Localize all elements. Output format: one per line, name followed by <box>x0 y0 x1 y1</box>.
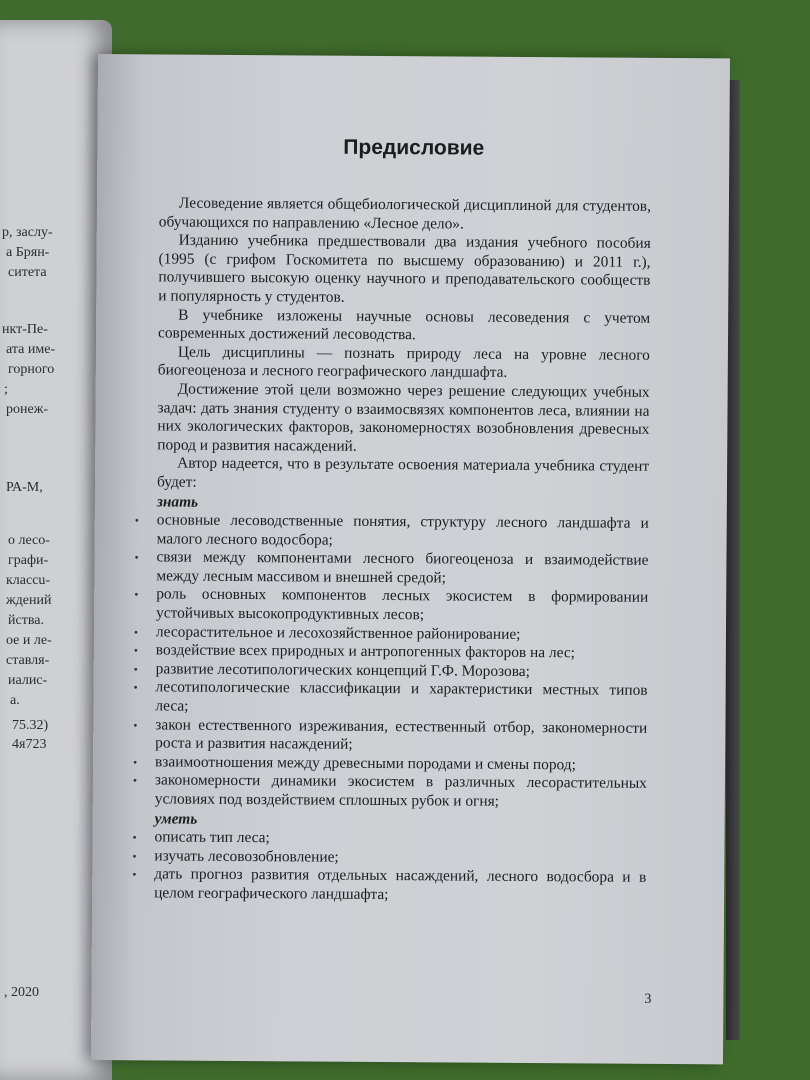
bullet-icon: • <box>132 830 137 845</box>
bullet-icon: • <box>132 867 137 882</box>
bullet-icon: • <box>133 755 138 770</box>
left-page-line: иалис- <box>8 673 48 688</box>
left-page-line: ставля- <box>6 653 50 668</box>
page-number: 3 <box>644 991 652 1007</box>
list-item: • воздействие всех природных и антропогенных факторов на лес; <box>133 641 576 662</box>
left-page-line: ое и ле- <box>6 633 52 648</box>
left-page-line: графи- <box>8 553 49 568</box>
paragraph: Автор надеется, что в результате освоения материала учебника студент будет: <box>156 454 650 491</box>
paragraph: Цель дисциплины — познать природу леса на уровне лесного биогеоценоза и лесного географического ландшафта. <box>157 343 650 382</box>
left-page-line: классu- <box>6 573 51 588</box>
paragraph: Изданию учебника предшествовали два издания учебного пособия (1995 (с грифом Госкомитета по высшему образованию) и 2011 г.), получившего высокую оценку научного и преподавательского сообществ и популярность у студентов. <box>158 231 651 306</box>
list-item: • основные лесоводственные понятия, структуру лесного ландшафта и малого лесного водосбора; <box>134 511 649 549</box>
list-item: • взаимоотношения между древесными породами и смены пород; <box>133 753 577 774</box>
left-page-line: ждений <box>6 593 52 608</box>
left-page-line: нкт-Пе- <box>2 322 48 337</box>
page-content <box>132 194 652 906</box>
list-item: • закономерности динамики экосистем в различных лесорастительных условиях под воздействием сплошных рубок и огня; <box>132 771 647 810</box>
left-page-line: а Брян- <box>6 245 50 260</box>
bullet-icon: • <box>133 680 138 695</box>
bullet-icon: • <box>134 550 139 565</box>
paragraph: Достижение этой цели возможно через решение следующих учебных задач: дать знания студенту о взаимосвязях компонентов леса, влиянии на них экологических факторов, закономерностях возобновления древесных пород и развития насаждений. <box>157 380 650 455</box>
left-page-line: РА-М, <box>6 480 43 495</box>
left-page-line: ситета <box>8 265 47 280</box>
left-page-line: ; <box>4 382 8 397</box>
bullet-icon: • <box>132 849 137 864</box>
can-list <box>132 828 647 907</box>
left-page-line: горного <box>8 362 55 377</box>
list-item: • описать тип леса; <box>132 828 270 847</box>
bullet-icon: • <box>133 624 139 639</box>
left-page-line: , 2020 <box>4 985 39 1000</box>
bullet-icon: • <box>134 513 139 528</box>
list-item: • закон естественного изреживания, естественный отбор, закономерности роста и развития насаждений; <box>133 716 648 754</box>
left-page-line: 4я723 <box>12 737 47 752</box>
know-list <box>132 511 649 813</box>
list-item: • изучать лесовозобновление; <box>132 847 339 866</box>
paragraph: Лесоведение является общебиологической дисциплиной для студентов, обучающихся по направлению «Лесное дело». <box>158 194 652 233</box>
left-page-line: ронеж- <box>6 402 49 417</box>
list-item: • связи между компонентами лесного биогеоценоза и взаимодействие между лесным массивом и внешней средой; <box>134 548 649 587</box>
page-title: Предисловие <box>343 135 485 160</box>
bullet-icon: • <box>132 773 138 788</box>
list-item: • дать прогноз развития отдельных насаждений, лесного водосбора и в целом географического ландшафта; <box>132 865 647 904</box>
left-page-line: р, заслу- <box>2 225 53 240</box>
left-page-line: йства. <box>8 613 44 628</box>
left-page-line: о лесо- <box>8 533 50 548</box>
left-page-line: 75.32) <box>12 718 49 733</box>
list-item: • лесотипологические классификации и характеристики местных типов леса; <box>133 678 648 715</box>
can-heading: уметь <box>154 810 198 828</box>
bullet-icon: • <box>134 587 139 602</box>
right-page <box>91 54 730 1064</box>
list-item: • лесорастительное и лесохозяйственное районирование; <box>133 623 521 643</box>
bullet-icon: • <box>133 662 138 677</box>
bullet-icon: • <box>133 717 138 732</box>
bullet-icon: • <box>133 643 139 658</box>
left-page-line: ата име- <box>6 342 56 357</box>
know-heading: знать <box>156 492 199 511</box>
left-page-line: а. <box>10 693 20 708</box>
list-item: • роль основных компонентов лесных экосистем в формировании устойчивых высокопродуктивных лесов; <box>134 585 649 624</box>
paragraph: В учебнике изложены научные основы лесоведения с учетом современных достижений лесоводства. <box>157 306 651 344</box>
list-item: • развитие лесотипологических концепций Г.Ф. Морозова; <box>133 660 530 680</box>
